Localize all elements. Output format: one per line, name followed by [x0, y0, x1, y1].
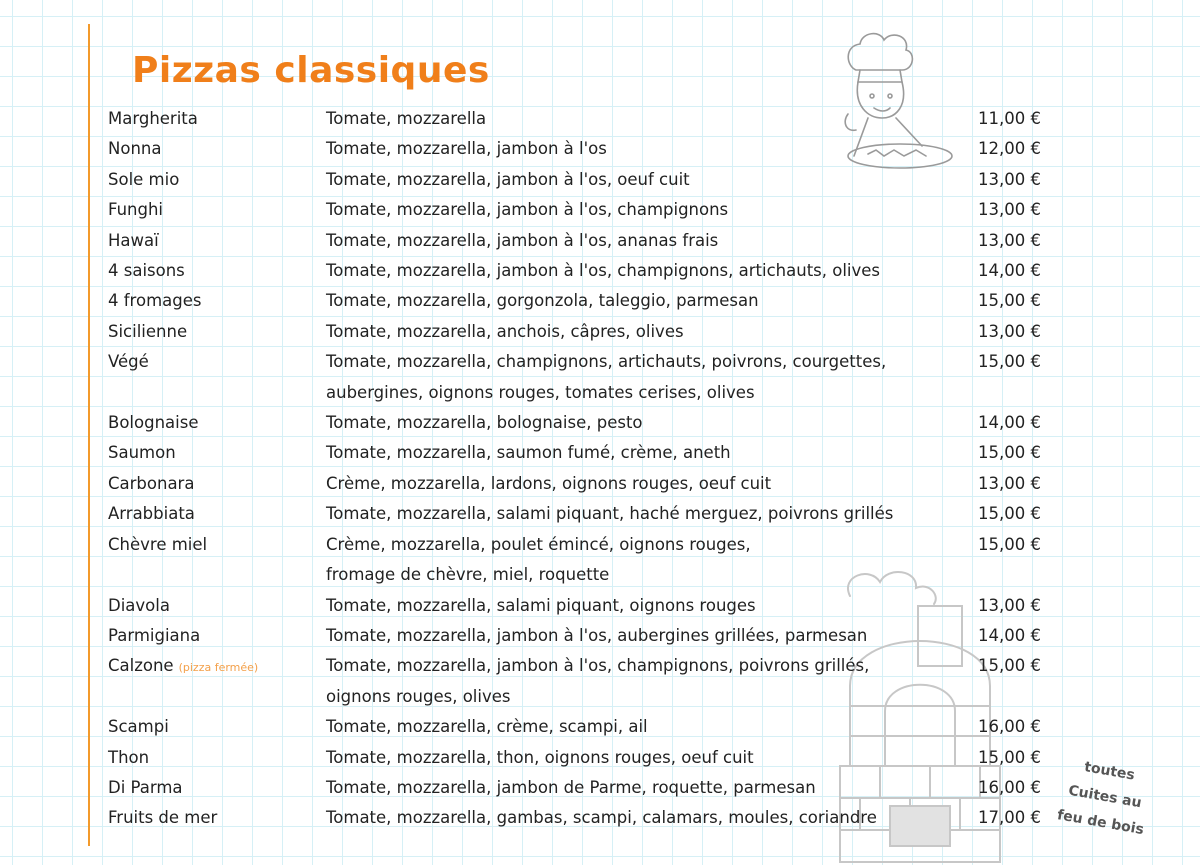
menu-row [108, 165, 1068, 195]
pizza-ingredients [326, 226, 978, 256]
pizza-ingredients-line: fromage de chèvre, miel, roquette [326, 565, 610, 585]
pizza-name-text: Margherita [108, 109, 198, 128]
pizza-ingredients-line: Tomate, mozzarella, jambon à l'os, oeuf cuit [326, 169, 690, 189]
pizza-ingredients-line: Tomate, mozzarella, saumon fumé, crème, aneth [326, 443, 731, 463]
pizza-price: 14,00 € [978, 261, 1041, 281]
pizza-price: 15,00 € [978, 747, 1041, 767]
pizza-name [108, 773, 326, 803]
pizza-name-text: Diavola [108, 595, 170, 615]
pizza-ingredients-line: oignons rouges, olives [326, 686, 511, 706]
pizza-ingredients [326, 499, 978, 529]
pizza-name [108, 469, 326, 499]
pizza-ingredients [326, 591, 978, 621]
pizza-price: 15,00 € [978, 352, 1041, 372]
pizza-ingredients-line: Tomate, mozzarella, gorgonzola, taleggio, parmesan [326, 291, 759, 311]
pizza-name [108, 226, 326, 256]
pizza-ingredients-line: Tomate, mozzarella, salami piquant, oignons rouges [326, 595, 756, 615]
menu-row [108, 317, 1068, 347]
menu-row [108, 499, 1068, 529]
pizza-ingredients-line: Tomate, mozzarella, jambon à l'os, champignons [326, 200, 729, 220]
pizza-name [108, 803, 326, 833]
pizza-name [108, 591, 326, 621]
pizza-name-text: Di Parma [108, 777, 183, 797]
menu-row [108, 773, 1068, 803]
pizza-ingredients-line: Tomate, mozzarella, salami piquant, haché merguez, poivrons grillés [326, 504, 894, 524]
pizza-ingredients-line: Tomate, mozzarella, jambon à l'os, ananas frais [326, 230, 719, 250]
pizza-ingredients-line: Tomate, mozzarella, gambas, scampi, calamars, moules, coriandre [326, 808, 877, 828]
pizza-price: 14,00 € [978, 625, 1041, 645]
menu-row [108, 621, 1068, 651]
pizza-name-text: Bolognaise [108, 413, 199, 433]
pizza-price: 17,00 € [978, 808, 1041, 828]
pizza-name-text: Nonna [108, 139, 162, 159]
menu-row [108, 530, 1068, 591]
pizza-ingredients [326, 438, 978, 468]
pizza-ingredients [326, 286, 978, 316]
pizza-name [108, 743, 326, 773]
pizza-name-text: Hawaï [108, 230, 159, 250]
pizza-name [108, 651, 326, 712]
wood-fire-note-line: toutes [1083, 759, 1136, 784]
menu-row [108, 134, 1068, 164]
pizza-ingredients [326, 347, 978, 408]
pizza-price: 13,00 € [978, 169, 1041, 189]
wood-fire-note-line: feu de bois [1055, 807, 1146, 839]
pizza-name-text: Végé [108, 352, 149, 372]
pizza-ingredients-line: Tomate, mozzarella, jambon de Parme, roquette, parmesan [326, 777, 816, 797]
pizza-name-text: Scampi [108, 717, 169, 737]
pizza-name-text: Sicilienne [108, 321, 188, 341]
pizza-ingredients-line: Tomate, mozzarella, jambon à l'os [326, 139, 607, 159]
pizza-name [108, 438, 326, 468]
pizza-menu [108, 104, 1068, 834]
pizza-price: 16,00 € [978, 717, 1041, 737]
pizza-ingredients [326, 256, 978, 286]
menu-row [108, 712, 1068, 742]
menu-row [108, 286, 1068, 316]
pizza-ingredients [326, 104, 978, 134]
pizza-name-text: Chèvre miel [108, 534, 208, 554]
pizza-name [108, 256, 326, 286]
pizza-price: 13,00 € [978, 473, 1041, 493]
pizza-ingredients-line: Crème, mozzarella, lardons, oignons rouges, oeuf cuit [326, 473, 772, 493]
pizza-price: 13,00 € [978, 200, 1041, 220]
pizza-ingredients [326, 803, 978, 833]
pizza-price: 13,00 € [978, 230, 1041, 250]
menu-row [108, 104, 1068, 134]
pizza-price: 15,00 € [978, 504, 1041, 524]
pizza-ingredients-line: Tomate, mozzarella [326, 109, 487, 128]
pizza-ingredients [326, 651, 978, 712]
pizza-price: 12,00 € [978, 139, 1041, 159]
pizza-price: 14,00 € [978, 413, 1041, 433]
pizza-ingredients [326, 469, 978, 499]
pizza-ingredients-line: Tomate, mozzarella, jambon à l'os, aubergines grillées, parmesan [326, 625, 868, 645]
pizza-name [108, 712, 326, 742]
pizza-name-text: 4 saisons [108, 261, 185, 281]
pizza-name [108, 499, 326, 529]
menu-row [108, 803, 1068, 833]
page-title: Pizzas classiques [132, 50, 490, 91]
pizza-note: (pizza fermée) [178, 661, 259, 675]
pizza-price: 15,00 € [978, 534, 1041, 554]
pizza-name-text: 4 fromages [108, 291, 202, 311]
menu-row [108, 226, 1068, 256]
pizza-name [108, 165, 326, 195]
pizza-ingredients [326, 408, 978, 438]
pizza-name [108, 347, 326, 408]
pizza-ingredients [326, 743, 978, 773]
pizza-name-text: Thon [108, 747, 150, 767]
pizza-name-text: Carbonara [108, 473, 195, 493]
pizza-ingredients [326, 134, 978, 164]
pizza-ingredients-line: aubergines, oignons rouges, tomates cerises, olives [326, 382, 755, 402]
pizza-name-text: Parmigiana [108, 625, 201, 645]
pizza-price: 15,00 € [978, 443, 1041, 463]
pizza-name [108, 317, 326, 347]
menu-row [108, 743, 1068, 773]
pizza-name [108, 408, 326, 438]
pizza-ingredients-line: Tomate, mozzarella, anchois, câpres, olives [326, 321, 684, 341]
pizza-price: 11,00 € [978, 109, 1041, 128]
pizza-ingredients-line: Tomate, mozzarella, jambon à l'os, champignons, poivrons grillés, [326, 656, 870, 676]
menu-row [108, 347, 1068, 408]
pizza-name [108, 530, 326, 591]
pizza-name-text: Funghi [108, 200, 164, 220]
pizza-name [108, 134, 326, 164]
pizza-ingredients-line: Tomate, mozzarella, champignons, artichauts, poivrons, courgettes, [326, 352, 887, 372]
pizza-ingredients [326, 195, 978, 225]
pizza-name [108, 621, 326, 651]
menu-row [108, 591, 1068, 621]
pizza-name-text: Calzone [108, 656, 174, 676]
pizza-ingredients-line: Tomate, mozzarella, thon, oignons rouges, oeuf cuit [326, 747, 754, 767]
pizza-price: 16,00 € [978, 777, 1041, 797]
pizza-ingredients [326, 712, 978, 742]
menu-row [108, 195, 1068, 225]
wood-fire-note-line: Cuites au [1067, 782, 1143, 812]
pizza-ingredients-line: Tomate, mozzarella, bolognaise, pesto [326, 413, 643, 433]
pizza-price: 15,00 € [978, 656, 1041, 676]
pizza-ingredients [326, 621, 978, 651]
pizza-name [108, 104, 326, 134]
pizza-name-text: Fruits de mer [108, 808, 218, 828]
pizza-name-text: Arrabbiata [108, 504, 195, 524]
pizza-ingredients-line: Tomate, mozzarella, jambon à l'os, champignons, artichauts, olives [326, 261, 881, 281]
pizza-name [108, 195, 326, 225]
menu-row [108, 438, 1068, 468]
pizza-ingredients-line: Crème, mozzarella, poulet émincé, oignons rouges, [326, 534, 751, 554]
pizza-ingredients [326, 530, 978, 591]
pizza-ingredients-line: Tomate, mozzarella, crème, scampi, ail [326, 717, 648, 737]
menu-row [108, 651, 1068, 712]
pizza-price: 13,00 € [978, 595, 1041, 615]
pizza-price: 13,00 € [978, 321, 1041, 341]
pizza-ingredients [326, 317, 978, 347]
pizza-ingredients [326, 773, 978, 803]
margin-line [88, 24, 90, 846]
menu-row [108, 469, 1068, 499]
pizza-price: 15,00 € [978, 291, 1041, 311]
pizza-name-text: Sole mio [108, 169, 180, 189]
pizza-name-text: Saumon [108, 443, 176, 463]
menu-row [108, 256, 1068, 286]
pizza-name [108, 286, 326, 316]
menu-row [108, 408, 1068, 438]
pizza-ingredients [326, 165, 978, 195]
